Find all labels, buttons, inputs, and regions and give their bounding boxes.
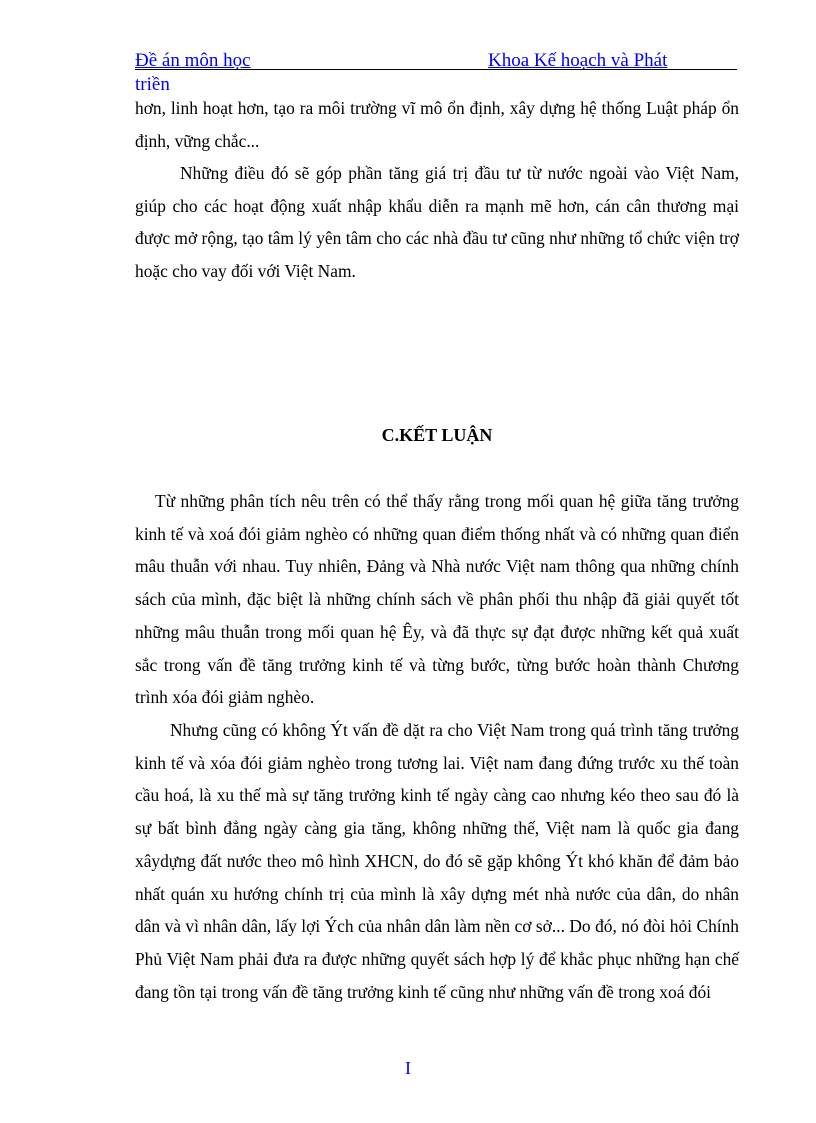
- section-heading-conclusion: C.KẾT LUẬN: [381, 425, 493, 445]
- body-paragraph-1: hơn, linh hoạt hơn, tạo ra môi trường vĩ mô ổn định, xây dựng hệ thống Luật pháp ổn định, vững chắc...: [135, 98, 739, 151]
- body-paragraph-4: Nhưng cũng có không Ýt vấn đề dặt ra cho Việt Nam trong quá trình tăng trưởng kinh tế và xóa đói giảm nghèo trong tương lai. Việt nam đang đứng trước xu thế toàn cầu hoá, là xu thế mà sự tăng trưởng kinh tế ngày càng cao nhưng kéo theo sau đó là sự bất bình đẳng ngày càng gia tăng, không những thế, Việt nam là quốc gia đang xâydựng đất nước theo mô hình XHCN, do đó sẽ gặp không Ýt khó khăn để đảm bảo nhất quán xu hướng chính trị của mình là xây dựng mét nhà nước của dân, do nhân dân và vì nhân dân, lấy lợi Ých của nhân dân làm nền cơ sở... Do đó, nó đòi hỏi Chính Phủ Việt Nam phải đưa ra được những quyết sách hợp lý để khắc phục những hạn chế đang tồn tại trong vấn đề tăng trưởng kinh tế cũng như những vấn đề trong xoá đói: [135, 720, 739, 1002]
- header-faculty-continuation: triền: [135, 74, 170, 95]
- header-faculty-name: Khoa Kế hoạch và Phát: [488, 50, 668, 71]
- page-header: [135, 50, 737, 96]
- body-paragraph-2: Những điều đó sẽ góp phần tăng giá trị đầu tư từ nước ngoài vào Việt Nam, giúp cho các hoạt động xuất nhập khẩu diễn ra mạnh mẽ hơn, cán cân thương mại được mở rộng, tạo tâm lý yên tâm cho các nhà đầu tư cũng như những tổ chức viện trợ hoặc cho vay đối với Việt Nam.: [135, 163, 739, 282]
- page-number: I: [405, 1058, 411, 1078]
- header-course-title: Đề án môn học: [135, 50, 251, 71]
- body-paragraph-3: Từ những phân tích nêu trên có thể thấy rằng trong mối quan hệ giữa tăng trưởng kinh tế và xoá đói giảm nghèo có những quan điểm thống nhất và có những quan điển mâu thuẫn với nhau. Tuy nhiên, Đảng và Nhà nước Việt nam thông qua những chính sách của mình, đặc biệt là những chính sách về phân phối thu nhập đã giải quyết tốt những mâu thuẫn trong mối quan hệ Êy, và đã thực sự đạt được những kết quả xuất sắc trong vấn đề tăng trưởng kinh tế và từng bước, từng bước hoàn thành Chương trình xóa đói giảm nghèo.: [135, 491, 739, 708]
- header-divider: [135, 69, 737, 70]
